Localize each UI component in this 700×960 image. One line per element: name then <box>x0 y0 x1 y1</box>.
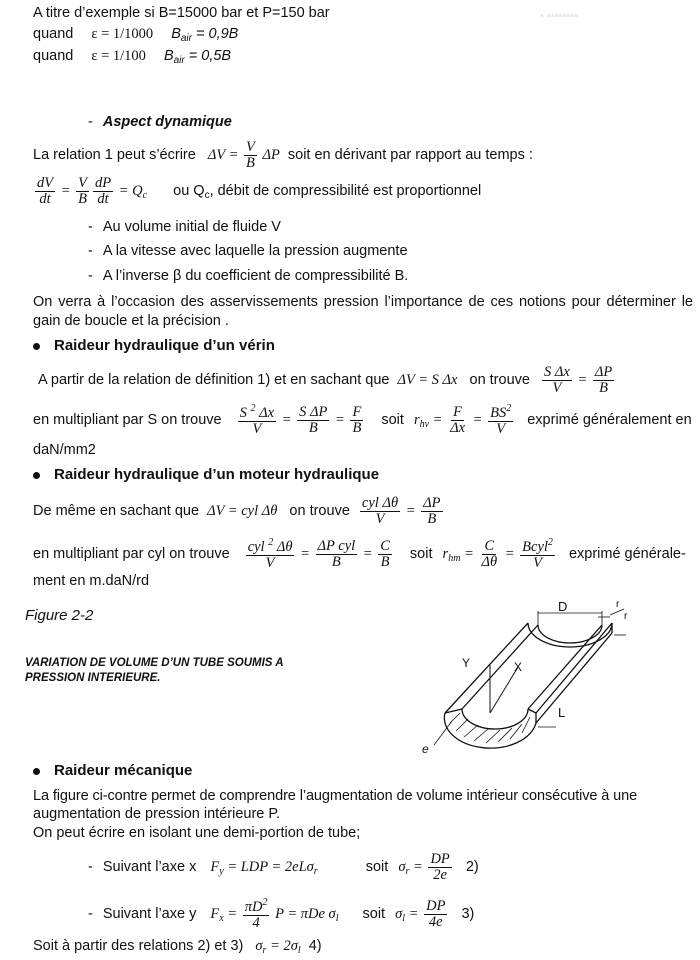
multiplying-text: en multipliant par cyl on trouve <box>33 546 230 563</box>
list-item-text: A l’inverse β du coefficient de compressibilité B. <box>102 268 409 284</box>
fy-equation: $F_y$ = LDP = 2eLσ$_r$ <box>210 859 318 878</box>
epsilon-value: ε = 1/100 <box>91 48 146 64</box>
example-line-2 <box>33 26 238 44</box>
bullet-icon <box>33 472 40 479</box>
meca-paragraph-2: augmentation de pression intérieure P. <box>33 806 281 822</box>
on-trouve: on trouve <box>289 503 350 520</box>
outer-edge-right <box>536 623 612 713</box>
show-through-text: ▪ ▪▪▪▪▪▪▪▪ <box>540 10 579 22</box>
air-subscript: air <box>173 55 185 66</box>
soit-label: soit <box>365 859 389 876</box>
final-relation-intro: Soit à partir des relations 2) et 3) <box>33 938 244 954</box>
label-e: e <box>422 742 429 756</box>
soit-label: soit <box>362 906 386 923</box>
moteur-unit: ment en m.daN/rd <box>33 573 150 589</box>
axis-x-label: Suivant l’axe x <box>102 859 197 876</box>
b-air-value: = 0,5B <box>184 48 232 64</box>
fx-equation: $F_x$ = $\frac{\pi D^2}{4}$ P = πDe $\sigma_l$ <box>210 897 339 932</box>
axis-y-line: - Suivant l’axe y $F_x$ = $\frac{\pi D^2}{4}$ P = πDe $\sigma_l$ soit $\sigma_l$ = $\frac{DP}{4e}$ 3) <box>88 897 475 932</box>
b-symbol: B <box>163 48 174 64</box>
sigma-r-equation: $\sigma_r$ = $\frac{DP}{2e}$ <box>398 851 450 884</box>
inner-arc-front <box>462 709 528 729</box>
moteur-stiffness-chain: $\frac{cyl ^2 \Delta\theta}{V}$ = $\frac{\text{ΔP cyl}}{B}$ = $\frac{C}{B}$ <box>247 537 390 572</box>
derivative-equation: $\frac{dV}{dt}$ = $\frac{V}{B}$ $\frac{dP}{dt}$ = $Q_c$ <box>37 175 148 208</box>
label-r-1: r <box>616 599 620 610</box>
heading-text: Raideur hydraulique d’un moteur hydraulique <box>54 466 380 483</box>
relation-line <box>33 140 533 171</box>
bullet-icon <box>33 768 40 775</box>
moteur-line-1: De même en sachant que ΔV = cyl Δθ on trouve $\frac{\text{cyl Δθ}}{V}$ = $\frac{\Delta P}{B}$ <box>33 496 445 527</box>
inner-edge-right <box>528 625 602 709</box>
label-y: Y <box>462 656 471 670</box>
list-item-text: Au volume initial de fluide V <box>102 219 281 235</box>
moteur-intro: De même en sachant que <box>33 503 200 520</box>
label-x: X <box>514 660 523 674</box>
label-r-2: r <box>624 611 628 622</box>
sigma-l-equation: $\sigma_l$ = $\frac{DP}{4e}$ <box>395 898 446 931</box>
moteur-ratio-equation: $\frac{\text{cyl Δθ}}{V}$ = $\frac{\Delta P}{B}$ <box>361 495 441 528</box>
list-item: - A la vitesse avec laquelle la pression augmente <box>88 243 408 259</box>
relation-intro: La relation 1 peut s’écrire <box>33 147 196 164</box>
heading-text: Raideur mécanique <box>54 762 193 779</box>
example-line-3 <box>33 48 231 66</box>
bullet-icon <box>33 343 40 350</box>
verin-line-1: A partir de la relation de définition 1) et en sachant que ΔV = S Δx on trouve $\frac{\text{S Δx}}{V}$ = $\frac{\Delta P}{B}$ <box>38 365 616 396</box>
quand-label: quand <box>33 26 74 42</box>
heading-text: Raideur hydraulique d’un vérin <box>54 337 275 354</box>
meca-heading <box>33 762 192 779</box>
axis-x-line: - Suivant l’axe x $F_y$ = LDP = 2eLσ$_r$ soit $\sigma_r$ = $\frac{DP}{2e}$ 2) <box>88 851 479 884</box>
qc-label: ou Q <box>173 183 205 200</box>
rhv-equation: $r_{hv}$ = $\frac{F}{\Delta x}$ = $\frac{BS^2}{V}$ <box>413 403 512 438</box>
moteur-heading <box>33 466 379 483</box>
verin-line-2 <box>33 404 692 437</box>
verin-intro: A partir de la relation de définition 1) et en sachant que <box>38 372 390 389</box>
meca-paragraph-1: La figure ci-contre permet de comprendre l’augmentation de volume intérieur consécutive à une <box>33 788 638 804</box>
b-symbol: B <box>171 26 181 42</box>
section-hatching <box>450 713 530 743</box>
sigma-relation: $\sigma_r = 2\sigma_l$ <box>255 938 301 956</box>
meca-paragraph-3: On peut écrire en isolant une demi-portion de tube; <box>33 825 361 841</box>
label-d: D <box>558 599 568 614</box>
heading-text: Aspect dynamique <box>102 114 232 130</box>
final-relation-line <box>33 938 322 956</box>
half-tube-diagram <box>420 595 660 770</box>
list-item: - Au volume initial de fluide V <box>88 219 281 235</box>
label-l: L <box>558 705 566 720</box>
equation-ref: 3) <box>461 906 475 923</box>
expressed-text: exprimé généralement en <box>527 412 692 429</box>
rhm-equation: $r_{hm}$ = $\frac{C}{\Delta\theta}$ = $\frac{Bcyl^2}{V}$ <box>442 537 553 572</box>
inner-arc-back <box>538 625 602 643</box>
relation-outro: soit en dérivant par rapport au temps : <box>287 147 533 164</box>
equation-ref: 4) <box>308 938 322 954</box>
soit-label: soit <box>381 412 404 429</box>
asservissement-paragraph: On verra à l’occasion des asservissements pression l’importance de ces notions pour déterminer le gain de boucle et la précision . <box>33 294 693 329</box>
list-item-text: A la vitesse avec laquelle la pression augmente <box>102 243 408 259</box>
expressed-text: exprimé générale- <box>568 546 686 563</box>
verin-unit: daN/mm2 <box>33 442 96 458</box>
quand-label: quand <box>33 48 74 64</box>
example-line-1: A titre d’exemple si B=15000 bar et P=150 bar <box>33 5 330 21</box>
on-trouve: on trouve <box>469 372 530 389</box>
e-pointer <box>434 721 452 745</box>
soit-label: soit <box>409 546 433 563</box>
air-subscript: air <box>180 33 192 44</box>
derivative-equation-line: $\frac{dV}{dt}$ = $\frac{V}{B}$ $\frac{dP}{dt}$ = $Q_c$ ou $Q_c$, débit de compressibilité est proportionnel <box>33 176 481 207</box>
figure-caption-line-1: VARIATION DE VOLUME D’UN TUBE SOUMIS A <box>25 657 284 669</box>
verin-stiffness-chain: $\frac{S ^2 \Delta x}{V}$ = $\frac{\text{S ΔP}}{B}$ = $\frac{F}{B}$ <box>239 403 362 438</box>
debit-text: , débit de compressibilité est proportionnel <box>209 183 482 200</box>
delta-v-equation: ΔV = $\frac{V}{B}$ ΔP <box>207 139 280 172</box>
list-item: - A l’inverse β du coefficient de compressibilité B. <box>88 268 409 284</box>
verin-heading <box>33 337 275 354</box>
verin-ratio-equation: $\frac{\text{S Δx}}{V}$ = $\frac{\Delta P}{B}$ <box>544 364 613 397</box>
aspect-dynamique-heading: - Aspect dynamique <box>88 114 232 130</box>
figure-caption-line-2: PRESSION INTERIEURE. <box>25 672 161 684</box>
moteur-line-2 <box>33 538 686 571</box>
figure-label: Figure 2-2 <box>25 607 94 624</box>
epsilon-value: ε = 1/1000 <box>91 26 154 42</box>
multiplying-text: en multipliant par S on trouve <box>33 412 222 429</box>
b-air-value: = 0,9B <box>191 26 239 42</box>
equation-ref: 2) <box>465 859 479 876</box>
axis-y-label: Suivant l’axe y <box>102 906 197 923</box>
outer-arc-front <box>444 713 536 748</box>
